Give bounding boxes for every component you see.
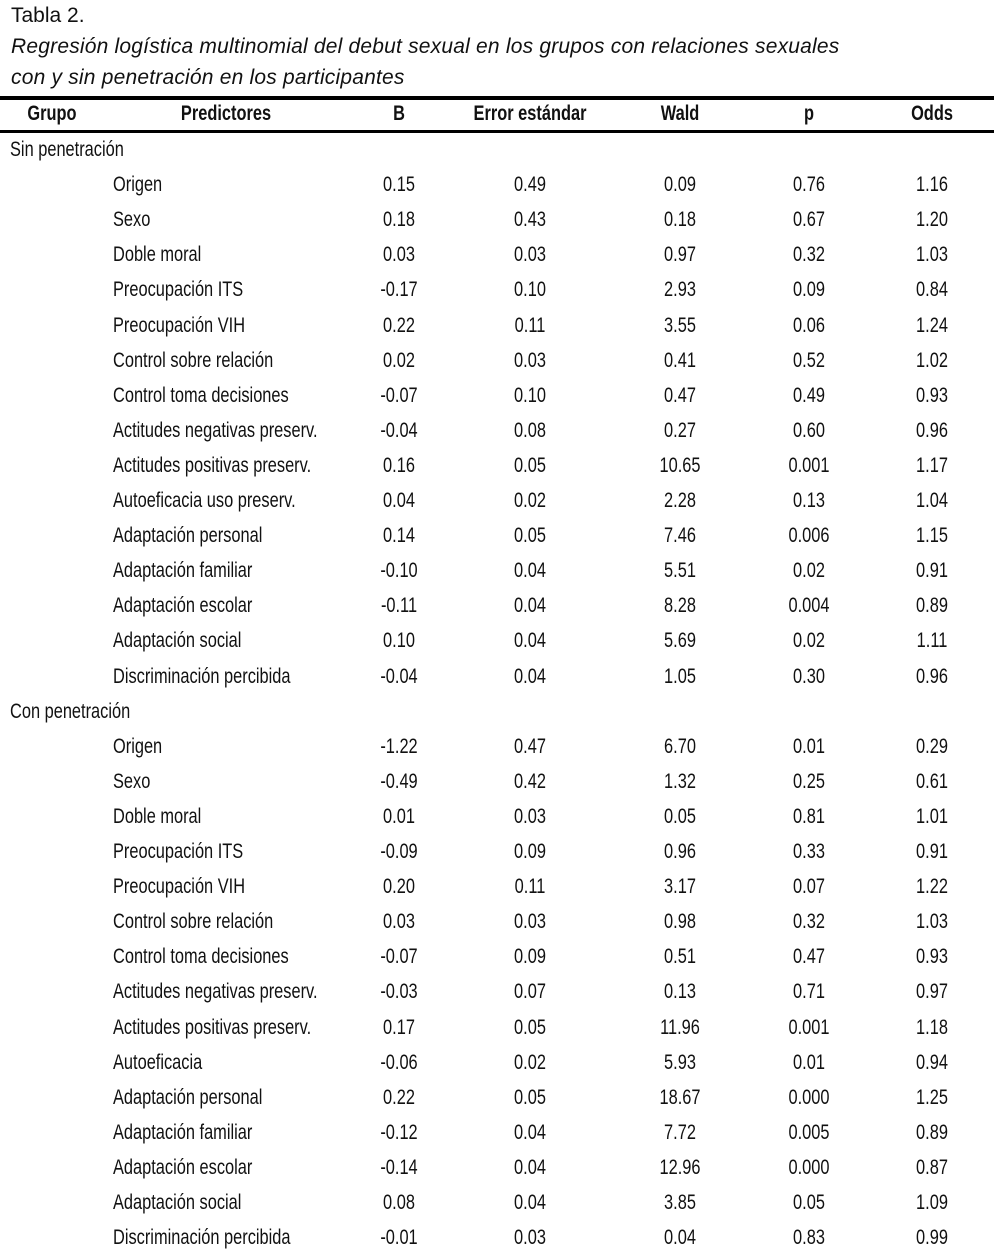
cell-error-estandar: 0.07 [514, 980, 546, 1004]
cell-odds: 1.25 [916, 1085, 948, 1109]
cell-odds: 0.93 [916, 945, 948, 969]
cell-p: 0.005 [788, 1120, 830, 1144]
predictor-label: Doble moral [113, 243, 202, 267]
header-odds: Odds [911, 102, 953, 125]
cell-wald: 0.97 [664, 243, 696, 267]
predictor-label: Doble moral [113, 804, 202, 828]
cell-b: 0.14 [383, 524, 415, 548]
cell-p: 0.47 [793, 945, 825, 969]
cell-b: 0.02 [383, 348, 415, 372]
cell-b: -0.17 [380, 278, 418, 302]
predictor-label: Preocupación VIH [113, 875, 246, 899]
header-grupo: Grupo [27, 102, 77, 125]
cell-p: 0.49 [793, 383, 825, 407]
table-label: Tabla 2. [11, 4, 85, 27]
cell-odds: 0.89 [916, 594, 948, 618]
cell-b: 0.04 [383, 489, 415, 512]
cell-b: -0.11 [380, 594, 418, 618]
predictor-label: Preocupación ITS [113, 840, 244, 863]
cell-b: 0.03 [383, 243, 415, 267]
cell-error-estandar: 0.09 [514, 840, 546, 863]
cell-error-estandar: 0.47 [514, 734, 546, 758]
header-predictores: Predictores [180, 102, 272, 125]
cell-odds: 0.93 [916, 383, 948, 407]
cell-error-estandar: 0.03 [514, 804, 546, 828]
predictor-label: Discriminación percibida [113, 1226, 291, 1250]
header-wald: Wald [660, 102, 700, 125]
cell-error-estandar: 0.04 [514, 594, 546, 618]
header-b: B [393, 102, 405, 125]
cell-error-estandar: 0.10 [514, 278, 546, 302]
cell-error-estandar: 0.04 [514, 1120, 546, 1144]
predictor-label: Actitudes positivas preserv. [113, 1015, 312, 1039]
cell-error-estandar: 0.11 [514, 875, 546, 899]
predictor-label: Origen [113, 173, 163, 197]
predictor-label: Discriminación percibida [113, 664, 291, 688]
cell-b: 0.08 [383, 1191, 415, 1214]
cell-odds: 1.11 [916, 629, 948, 653]
cell-error-estandar: 0.05 [514, 453, 546, 477]
cell-wald: 5.69 [664, 629, 696, 653]
cell-odds: 0.91 [916, 840, 948, 863]
cell-b: 0.16 [383, 453, 415, 477]
cell-error-estandar: 0.04 [514, 1191, 546, 1214]
cell-error-estandar: 0.05 [514, 524, 546, 548]
cell-p: 0.01 [793, 1050, 825, 1074]
cell-error-estandar: 0.03 [514, 910, 546, 934]
predictor-label: Adaptación personal [113, 524, 263, 548]
cell-p: 0.004 [788, 594, 830, 618]
cell-wald: 10.65 [659, 453, 701, 477]
cell-odds: 1.02 [916, 348, 948, 372]
table-caption-line-1: Regresión logística multinomial del debut sexual en los grupos con relaciones sexuales [11, 35, 840, 58]
cell-b: -0.04 [380, 664, 418, 688]
cell-b: 0.22 [383, 1085, 415, 1109]
cell-error-estandar: 0.05 [514, 1085, 546, 1109]
cell-wald: 3.55 [664, 313, 696, 337]
predictor-label: Sexo [113, 769, 151, 793]
cell-wald: 0.13 [664, 980, 696, 1004]
cell-odds: 1.17 [916, 453, 948, 477]
cell-error-estandar: 0.10 [514, 383, 546, 407]
predictor-label: Preocupación ITS [113, 278, 244, 302]
cell-b: 0.18 [383, 208, 415, 232]
cell-wald: 7.72 [664, 1120, 696, 1144]
cell-wald: 3.17 [664, 875, 696, 899]
cell-wald: 0.98 [664, 910, 696, 934]
cell-p: 0.02 [793, 559, 825, 583]
cell-odds: 0.87 [916, 1155, 948, 1179]
cell-error-estandar: 0.09 [514, 945, 546, 969]
predictor-label: Adaptación escolar [113, 594, 253, 618]
predictor-label: Control sobre relación [113, 910, 274, 934]
cell-wald: 5.51 [664, 559, 696, 583]
cell-wald: 7.46 [664, 524, 696, 548]
cell-error-estandar: 0.08 [514, 418, 546, 442]
cell-error-estandar: 0.42 [514, 769, 546, 793]
predictor-label: Actitudes negativas preserv. [113, 418, 318, 442]
cell-wald: 0.18 [664, 208, 696, 232]
cell-p: 0.09 [793, 278, 825, 302]
cell-error-estandar: 0.05 [514, 1015, 546, 1039]
cell-wald: 2.93 [664, 278, 696, 302]
cell-error-estandar: 0.04 [514, 559, 546, 583]
cell-odds: 0.96 [916, 664, 948, 688]
predictor-label: Sexo [113, 208, 151, 232]
cell-p: 0.000 [788, 1085, 830, 1109]
predictor-label: Actitudes negativas preserv. [113, 980, 318, 1004]
cell-odds: 1.09 [916, 1191, 948, 1214]
cell-odds: 0.84 [916, 278, 948, 302]
cell-p: 0.83 [793, 1226, 825, 1250]
cell-b: -0.12 [380, 1120, 418, 1144]
cell-p: 0.30 [793, 664, 825, 688]
cell-error-estandar: 0.03 [514, 1226, 546, 1250]
cell-p: 0.001 [788, 1015, 830, 1039]
table-caption-line-2: con y sin penetración en los participantes [11, 66, 405, 89]
predictor-label: Adaptación familiar [113, 559, 253, 583]
cell-b: 0.03 [383, 910, 415, 934]
cell-p: 0.60 [793, 418, 825, 442]
top-rule [0, 96, 994, 100]
cell-wald: 11.96 [660, 1015, 700, 1039]
cell-odds: 1.16 [916, 173, 948, 197]
cell-p: 0.25 [793, 769, 825, 793]
cell-error-estandar: 0.02 [514, 1050, 546, 1074]
cell-b: 0.01 [383, 804, 415, 828]
cell-odds: 0.94 [916, 1050, 948, 1074]
cell-p: 0.01 [793, 734, 825, 758]
predictor-label: Control toma decisiones [113, 383, 289, 407]
cell-odds: 1.01 [916, 804, 948, 828]
cell-b: -0.49 [380, 769, 418, 793]
cell-b: -0.04 [380, 418, 418, 442]
cell-odds: 0.89 [916, 1120, 948, 1144]
predictor-label: Adaptación escolar [113, 1155, 253, 1179]
cell-wald: 8.28 [664, 594, 696, 618]
cell-odds: 0.97 [916, 980, 948, 1004]
cell-odds: 0.91 [916, 559, 948, 583]
cell-b: -0.14 [380, 1155, 418, 1179]
cell-p: 0.13 [793, 489, 825, 512]
cell-wald: 0.51 [664, 945, 696, 969]
cell-error-estandar: 0.04 [514, 1155, 546, 1179]
header-rule [0, 130, 994, 133]
cell-b: 0.22 [383, 313, 415, 337]
cell-b: 0.10 [383, 629, 415, 653]
predictor-label: Control toma decisiones [113, 945, 289, 969]
cell-wald: 2.28 [664, 489, 696, 512]
cell-wald: 0.96 [664, 840, 696, 863]
predictor-label: Adaptación social [113, 629, 242, 653]
group-label: Sin penetración [10, 138, 124, 161]
predictor-label: Autoeficacia uso preserv. [113, 489, 296, 512]
cell-error-estandar: 0.03 [514, 243, 546, 267]
cell-p: 0.71 [793, 980, 825, 1004]
cell-p: 0.001 [788, 453, 830, 477]
cell-p: 0.000 [788, 1155, 830, 1179]
cell-wald: 12.96 [659, 1155, 701, 1179]
predictor-label: Autoeficacia [113, 1050, 203, 1074]
cell-wald: 0.04 [664, 1226, 696, 1250]
predictor-label: Adaptación familiar [113, 1120, 253, 1144]
cell-wald: 5.93 [664, 1050, 696, 1074]
cell-p: 0.81 [793, 804, 825, 828]
cell-odds: 1.03 [916, 910, 948, 934]
cell-p: 0.52 [793, 348, 825, 372]
cell-odds: 0.29 [916, 734, 948, 758]
cell-odds: 1.15 [916, 524, 948, 548]
cell-b: -0.10 [380, 559, 418, 583]
cell-wald: 3.85 [664, 1191, 696, 1214]
cell-wald: 1.32 [664, 769, 696, 793]
cell-b: 0.20 [383, 875, 415, 899]
cell-wald: 0.47 [664, 383, 696, 407]
cell-odds: 1.03 [916, 243, 948, 267]
cell-p: 0.02 [793, 629, 825, 653]
cell-odds: 0.96 [916, 418, 948, 442]
cell-odds: 1.24 [916, 313, 948, 337]
cell-b: -0.09 [380, 840, 418, 863]
cell-wald: 0.05 [664, 804, 696, 828]
predictor-label: Adaptación social [113, 1191, 242, 1214]
cell-b: -0.01 [380, 1226, 418, 1250]
cell-odds: 0.61 [916, 769, 948, 793]
cell-error-estandar: 0.03 [514, 348, 546, 372]
cell-error-estandar: 0.49 [514, 173, 546, 197]
cell-p: 0.05 [793, 1191, 825, 1214]
predictor-label: Adaptación personal [113, 1085, 263, 1109]
cell-error-estandar: 0.04 [514, 629, 546, 653]
cell-error-estandar: 0.11 [514, 313, 546, 337]
cell-odds: 1.04 [916, 489, 948, 512]
cell-odds: 1.18 [916, 1015, 948, 1039]
cell-b: -0.03 [380, 980, 418, 1004]
header-error-estandar: Error estándar [473, 102, 587, 125]
cell-b: -0.06 [380, 1050, 418, 1074]
cell-wald: 0.41 [664, 348, 696, 372]
header-p: p [803, 102, 815, 125]
cell-b: -0.07 [380, 383, 418, 407]
predictor-label: Origen [113, 734, 163, 758]
cell-p: 0.76 [793, 173, 825, 197]
cell-wald: 0.09 [664, 173, 696, 197]
cell-error-estandar: 0.43 [514, 208, 546, 232]
cell-wald: 0.27 [664, 418, 696, 442]
cell-odds: 0.99 [916, 1226, 948, 1250]
cell-p: 0.67 [793, 208, 825, 232]
cell-p: 0.07 [793, 875, 825, 899]
cell-b: -0.07 [380, 945, 418, 969]
predictor-label: Control sobre relación [113, 348, 274, 372]
cell-p: 0.006 [788, 524, 830, 548]
cell-b: -1.22 [380, 734, 418, 758]
cell-b: 0.15 [383, 173, 415, 197]
group-label: Con penetración [10, 699, 131, 723]
cell-p: 0.33 [793, 840, 825, 863]
cell-error-estandar: 0.02 [514, 489, 546, 512]
cell-wald: 1.05 [664, 664, 696, 688]
cell-p: 0.32 [793, 910, 825, 934]
cell-b: 0.17 [383, 1015, 415, 1039]
predictor-label: Preocupación VIH [113, 313, 246, 337]
cell-odds: 1.20 [916, 208, 948, 232]
cell-p: 0.06 [793, 313, 825, 337]
cell-wald: 18.67 [659, 1085, 701, 1109]
cell-error-estandar: 0.04 [514, 664, 546, 688]
predictor-label: Actitudes positivas preserv. [113, 453, 312, 477]
cell-wald: 6.70 [664, 734, 696, 758]
cell-p: 0.32 [793, 243, 825, 267]
cell-odds: 1.22 [916, 875, 948, 899]
